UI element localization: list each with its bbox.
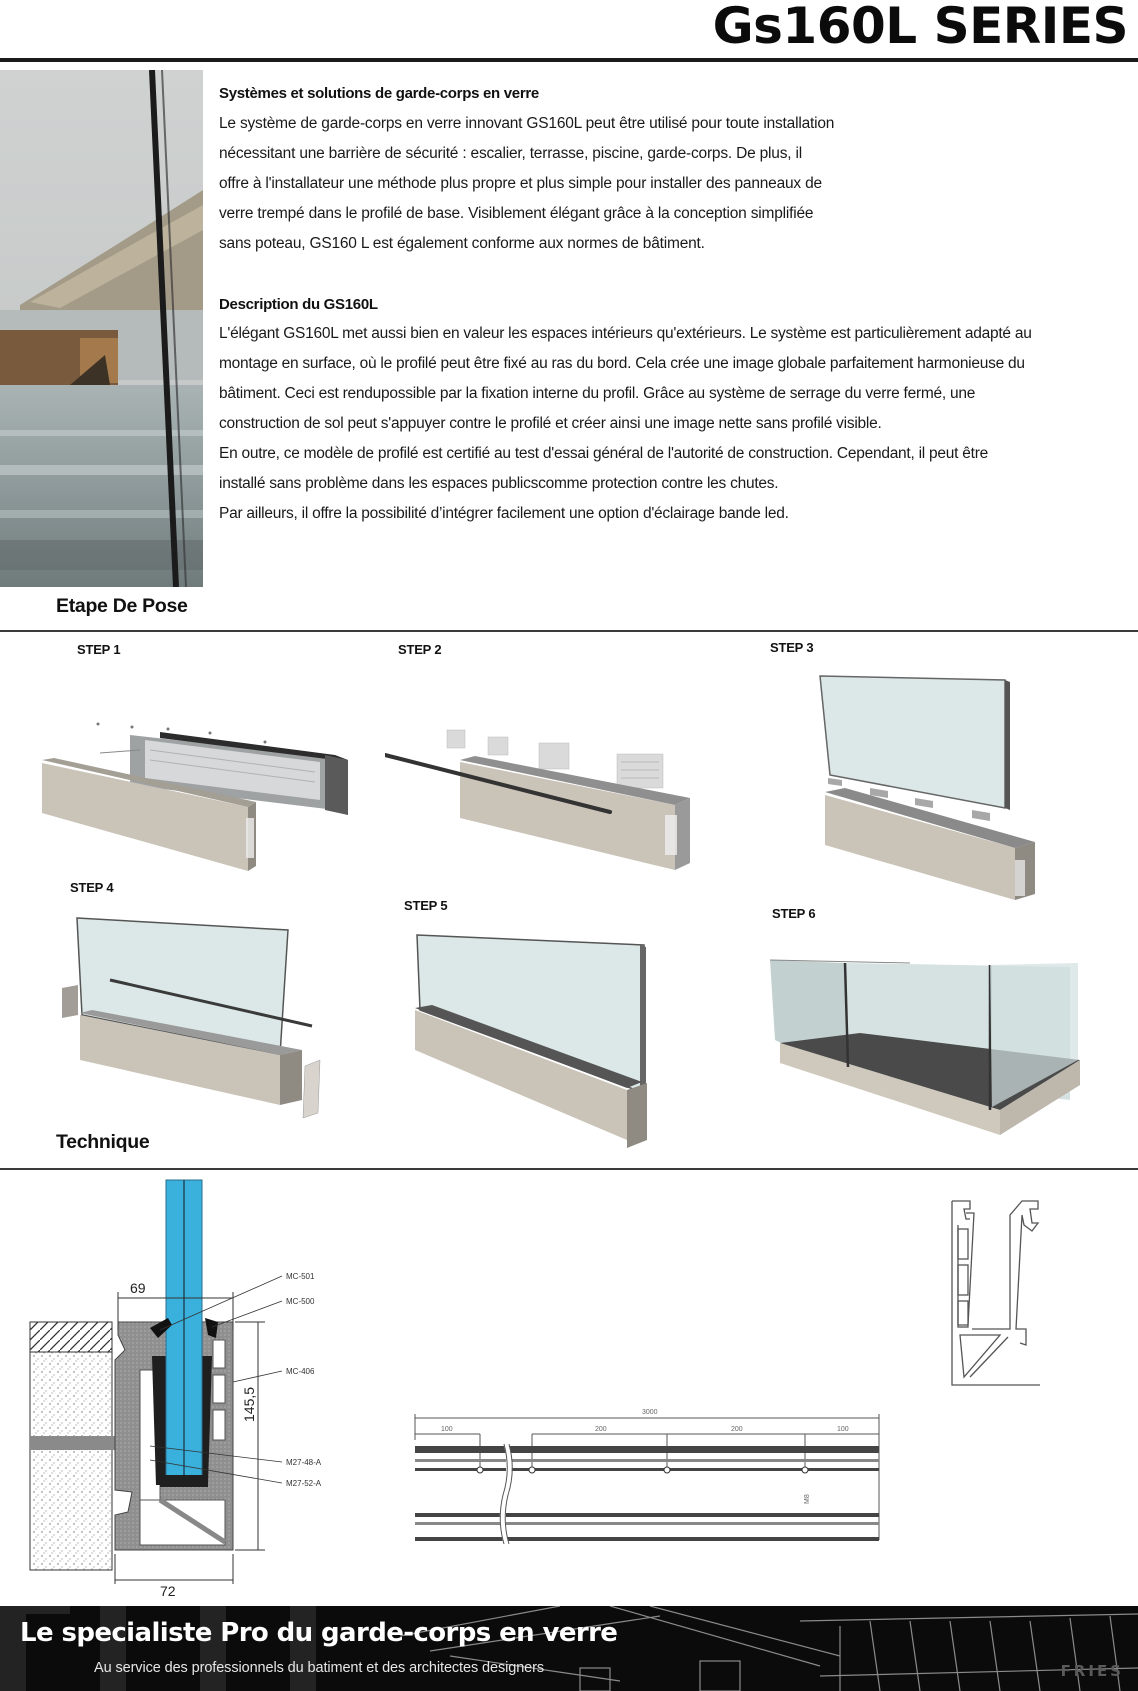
segment-label: 100 xyxy=(441,1426,453,1433)
description-line: construction de sol peut s'appuyer contre le profilé et créer ainsi une image nette sans profilé visible. xyxy=(219,415,882,432)
footer-watermark: FRIES xyxy=(1060,1662,1124,1680)
step-3-label: STEP 3 xyxy=(770,640,814,655)
description-section xyxy=(219,295,1138,529)
step-6-image xyxy=(770,945,1100,1155)
intro-line: offre à l'installateur une méthode plus propre et plus simple pour installer des panneaux de xyxy=(219,175,822,192)
page-title: Gs160L SERIES xyxy=(712,0,1128,55)
part-label: MC-500 xyxy=(286,1297,315,1306)
length-total-label: 3000 xyxy=(642,1409,658,1416)
step-5-image xyxy=(412,930,662,1150)
step-2-image xyxy=(385,700,715,880)
description-line: bâtiment. Ceci est rendupossible par la fixation interne du profil. Grâce au système de serrage du verre fermé, une xyxy=(219,385,976,402)
part-label: MC-501 xyxy=(286,1272,315,1281)
footer-banner xyxy=(0,1606,1138,1691)
segment-label: 100 xyxy=(837,1426,849,1433)
description-line: Par ailleurs, il offre la possibilité d’intégrer facilement une option d'éclairage bande led. xyxy=(219,505,789,522)
step-4-image xyxy=(50,910,340,1120)
dim-top-label: 69 xyxy=(130,1280,146,1296)
profile-outline-drawing xyxy=(940,1195,1060,1395)
step-6-label: STEP 6 xyxy=(772,906,816,921)
cross-section-drawing xyxy=(0,1170,380,1600)
fixing-label: M8 xyxy=(804,1494,811,1504)
intro-heading: Systèmes et solutions de garde-corps en verre xyxy=(219,85,539,102)
step-2-label: STEP 2 xyxy=(398,642,442,657)
step-3-image xyxy=(800,670,1040,902)
footer-tagline: Le specialiste Pro du garde-corps en verre xyxy=(20,1618,618,1648)
step-5-label: STEP 5 xyxy=(404,898,448,913)
part-label: MC-406 xyxy=(286,1367,315,1376)
description-line: installé sans problème dans les espaces publicscomme protection contre les chutes. xyxy=(219,475,779,492)
intro-line: verre trempé dans le profilé de base. Visiblement élégant grâce à la conception simplifiée xyxy=(219,205,814,222)
length-profile-drawing xyxy=(405,1400,1045,1560)
glass-railing-photo xyxy=(0,70,203,587)
photo-image xyxy=(0,70,203,587)
dim-height-label: 145,5 xyxy=(241,1386,257,1422)
description-line: montage en surface, où le profilé peut être fixé au ras du bord. Cela crée une image globale parfaitement harmonieuse du xyxy=(219,355,1025,372)
installation-divider xyxy=(0,630,1138,632)
description-heading: Description du GS160L xyxy=(219,296,378,313)
step-1-image xyxy=(30,690,380,880)
installation-heading: Etape De Pose xyxy=(56,595,188,617)
segment-label: 200 xyxy=(731,1426,743,1433)
step-1-label: STEP 1 xyxy=(77,642,121,657)
part-label: M27-52-A xyxy=(286,1479,322,1488)
step-4-label: STEP 4 xyxy=(70,880,114,895)
technique-heading: Technique xyxy=(56,1131,150,1153)
segment-label: 200 xyxy=(595,1426,607,1433)
description-line: L'élégant GS160L met aussi bien en valeur les espaces intérieurs qu'extérieurs. Le système est particulièrement adapté au xyxy=(219,325,1032,342)
part-label: M27-48-A xyxy=(286,1458,322,1467)
intro-line: nécessitant une barrière de sécurité : escalier, terrasse, piscine, garde-corps. De plus, il xyxy=(219,145,802,162)
footer-subtitle: Au service des professionnels du batiment et des architectes designers xyxy=(94,1660,544,1676)
intro-line: sans poteau, GS160 L est également conforme aux normes de bâtiment. xyxy=(219,235,705,252)
intro-section xyxy=(219,84,1119,259)
description-line: En outre, ce modèle de profilé est certifié au test d'essai général de l'autorité de construction. Cependant, il peut être xyxy=(219,445,988,462)
intro-line: Le système de garde-corps en verre innovant GS160L peut être utilisé pour toute installation xyxy=(219,115,835,132)
header-divider xyxy=(0,58,1138,62)
dim-bottom-label: 72 xyxy=(160,1583,176,1599)
